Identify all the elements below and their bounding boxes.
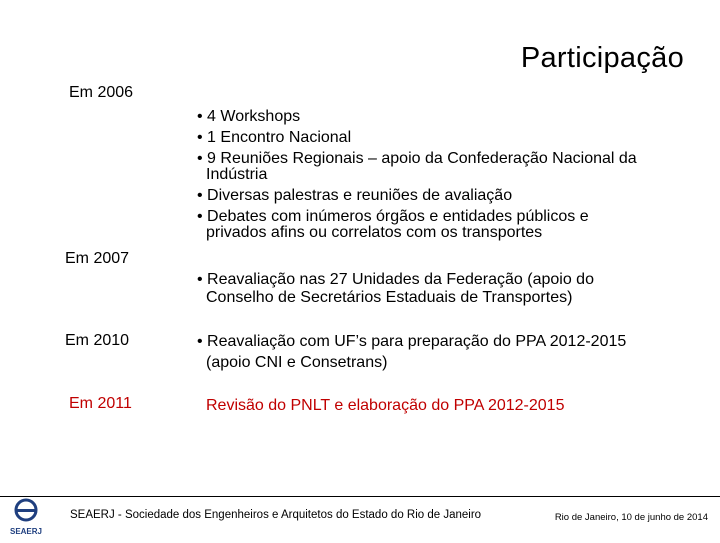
list-item-continuation: Conselho de Secretários Estaduais de Transportes) — [206, 289, 573, 306]
year-label-2010: Em 2010 — [65, 332, 130, 349]
list-item-continuation: privados afins ou correlatos com os transportes — [206, 224, 543, 241]
list-item-continuation: Indústria — [206, 166, 268, 183]
list-item: • 1 Encontro Nacional — [197, 129, 352, 146]
page-title: Participação — [520, 42, 684, 74]
footer-divider — [0, 496, 720, 497]
logo-emblem-icon — [6, 498, 46, 538]
bullet-list-2010 — [197, 331, 626, 373]
year-label-2006: Em 2006 — [69, 84, 134, 101]
footer-date: Rio de Janeiro, 10 de junho de 2014 — [554, 512, 708, 523]
list-item: • 9 Reuniões Regionais – apoio da Confederação Nacional da — [197, 150, 637, 167]
logo-text: SEAERJ — [9, 527, 43, 536]
bullet-list-2007 — [197, 269, 594, 308]
list-item: • Diversas palestras e reuniões de avaliação — [197, 187, 513, 204]
year-label-2011: Em 2011 — [69, 395, 132, 412]
year-label-2007: Em 2007 — [65, 250, 130, 267]
list-item-continuation: (apoio CNI e Consetrans) — [206, 354, 388, 371]
highlight-text-2011: Revisão do PNLT e elaboração do PPA 2012-2015 — [206, 397, 565, 414]
footer-organization: SEAERJ - Sociedade dos Engenheiros e Arquitetos do Estado do Rio de Janeiro — [70, 509, 482, 521]
seaerj-logo — [6, 498, 46, 538]
list-item: • Debates com inúmeros órgãos e entidades públicos e — [197, 208, 589, 225]
list-item: • Reavaliação com UF’s para preparação do PPA 2012-2015 — [197, 333, 627, 350]
list-item: • 4 Workshops — [197, 108, 301, 125]
list-item: • Reavaliação nas 27 Unidades da Federação (apoio do — [197, 271, 594, 288]
bullet-list-2006 — [197, 106, 637, 243]
